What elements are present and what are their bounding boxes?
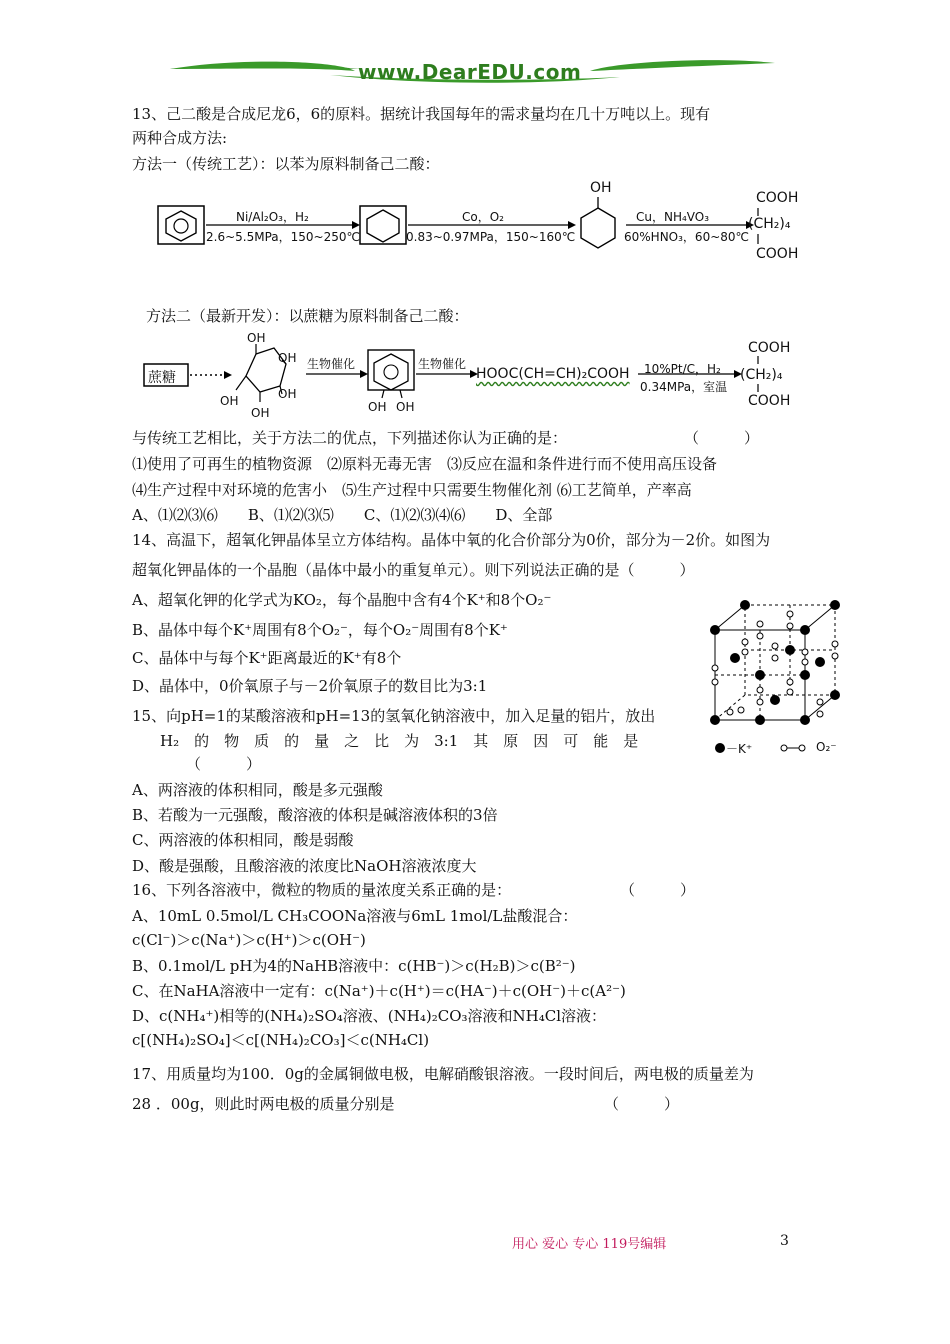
q16-option-a-line2: c(Cl⁻)＞c(Na⁺)＞c(H⁺)＞c(OH⁻) (132, 931, 366, 949)
q13-options-line1: ⑴使用了可再生的植物资源 ⑵原料无毒无害 ⑶反应在温和条件进行而不使用高压设备 (132, 455, 718, 473)
q15-option-a: A、两溶液的体积相同，酸是多元强酸 (132, 781, 383, 799)
q16-answer-bracket: （ ） (620, 881, 696, 899)
footer-slogan: 用心 爱心 专心 119号编辑 (512, 1237, 667, 1252)
r2-sucrose-label: 蔗糖 (148, 370, 176, 386)
q13-answer-bracket: （ ） (684, 429, 760, 447)
q14-line1: 14、高温下，超氧化钾晶体呈立方体结构。晶体中氧的化合价部分为0价，部分为－2价。如图为 (132, 531, 771, 549)
q14-line2: 超氧化钾晶体的一个晶胞（晶体中最小的重复单元）。则下列说法正确的是（ ） (132, 561, 695, 579)
legend-o2-label: O₂⁻ (816, 740, 837, 754)
q13-choices: A、⑴⑵⑶⑹ B、⑴⑵⑶⑸ C、⑴⑵⑶⑷⑹ D、全部 (132, 506, 553, 524)
legend-o2-marker (778, 740, 814, 756)
r2-oh-right2: OH (278, 387, 297, 401)
r2-product-ch2: (CH₂)₄ (740, 367, 783, 383)
r2-bio-catalysis-1: 生物催化 (307, 357, 356, 371)
r2-step-top: 10%Pt/C，H₂ (644, 362, 721, 376)
legend-k-label: －K⁺ (726, 742, 753, 756)
r2-diol-oh-2: OH (396, 400, 415, 414)
q13-question: 与传统工艺相比，关于方法二的优点，下列描述你认为正确的是： (132, 429, 568, 447)
q13-line1: 13、己二酸是合成尼龙6，6的原料。据统计我国每年的需求量均在几十万吨以上。现有 (132, 105, 711, 123)
r2-oh-left: OH (220, 394, 239, 408)
r1-step3-top: Cu，NH₄VO₃ (636, 210, 710, 224)
q14-option-a: A、超氧化钾的化学式为KO₂，每个晶胞中含有4个K⁺和8个O₂⁻ (132, 591, 552, 609)
q16-option-b: B、0.1mol/L pH为4的NaHB溶液中：c(HB⁻)＞c(H₂B)＞c(B²⁻) (132, 957, 576, 975)
q16-line1: 16、下列各溶液中，微粒的物质的量浓度关系正确的是： (132, 881, 512, 899)
q13-method2-title: 方法二（最新开发）：以蔗糖为原料制备己二酸： (146, 307, 469, 325)
q17-answer-bracket: （ ） (604, 1095, 680, 1113)
q15-line2: H₂ 的 物 质 的 量 之 比 为 3:1 其 原 因 可 能 是 (160, 732, 639, 750)
q16-option-d-line1: D、c(NH₄⁺)相等的(NH₄)₂SO₄溶液、(NH₄)₂CO₃溶液和NH₄Cl溶液： (132, 1007, 607, 1025)
r2-product-cooh-top: COOH (748, 340, 791, 356)
r1-step2-bottom: 0.83~0.97MPa，150~160℃ (406, 230, 576, 244)
reaction-scheme-1 (150, 182, 820, 272)
site-logo-text: www.DearEDU.com (358, 60, 582, 84)
q17-line1: 17、用质量均为100．0g的金属铜做电极，电解硝酸银溶液。一段时间后，两电极的质量差为 (132, 1065, 754, 1083)
q15-line1: 15、向pH=1的某酸溶液和pH=13的氢氧化钠溶液中，加入足量的铝片，放出 (132, 707, 656, 725)
q14-option-c: C、晶体中与每个K⁺距离最近的K⁺有8个 (132, 649, 402, 667)
q14-option-d: D、晶体中，0价氧原子与－2价氧原子的数目比为3:1 (132, 677, 488, 695)
q17-line2: 28 ．00g，则此时两电极的质量分别是 (132, 1095, 395, 1113)
page-number: 3 (780, 1233, 789, 1249)
q16-option-d-line2: c[(NH₄)₂SO₄]＜c[(NH₄)₂CO₃]＜c(NH₄Cl) (132, 1031, 430, 1049)
r2-diol-oh-1: OH (368, 400, 387, 414)
r1-step3-bottom: 60%HNO₃，60~80℃ (624, 230, 749, 244)
q13-line2: 两种合成方法: (132, 129, 228, 147)
q15-answer-bracket: （ ） (186, 755, 262, 773)
r2-bio-catalysis-2: 生物催化 (418, 357, 467, 371)
r2-intermediate: HOOC(CH=CH)₂COOH (476, 366, 630, 382)
r1-product-cooh-bottom: COOH (756, 246, 799, 262)
q14-option-b: B、晶体中每个K⁺周围有8个O₂⁻，每个O₂⁻周围有8个K⁺ (132, 621, 508, 639)
q16-option-a-line1: A、10mL 0.5mol/L CH₃COONa溶液与6mL 1mol/L盐酸混合： (132, 907, 578, 925)
r1-product-cooh-top: COOH (756, 190, 799, 206)
q13-options-line2: ⑷生产过程中对环境的危害小 ⑸生产过程中只需要生物催化剂 ⑹工艺简单，产率高 (132, 481, 692, 499)
q15-option-b: B、若酸为一元强酸，酸溶液的体积是碱溶液体积的3倍 (132, 806, 498, 824)
q15-option-c: C、两溶液的体积相同，酸是弱酸 (132, 831, 354, 849)
q13-method1-title: 方法一（传统工艺）：以苯为原料制备己二酸： (132, 155, 440, 173)
r2-product-cooh-bottom: COOH (748, 393, 791, 409)
r2-oh-right1: OH (278, 351, 297, 365)
r1-step2-top: Co，O₂ (462, 210, 504, 224)
r1-product-ch2: (CH₂)₄ (748, 216, 791, 232)
r2-oh-top: OH (247, 331, 266, 345)
r2-oh-bottom: OH (251, 406, 270, 420)
ko2-unit-cell-diagram (705, 590, 845, 730)
r1-step1-bottom: 2.6~5.5MPa，150~250℃ (206, 230, 360, 244)
q15-option-d: D、酸是强酸，且酸溶液的浓度比NaOH溶液浓度大 (132, 857, 477, 875)
r1-hydroxyl-label: OH (590, 180, 612, 196)
r1-step1-top: Ni/Al₂O₃，H₂ (236, 210, 309, 224)
r2-step-bottom: 0.34MPa，室温 (640, 380, 728, 394)
q16-option-c: C、在NaHA溶液中一定有：c(Na⁺)＋c(H⁺)＝c(HA⁻)＋c(OH⁻)＋c(A²⁻) (132, 982, 626, 1000)
